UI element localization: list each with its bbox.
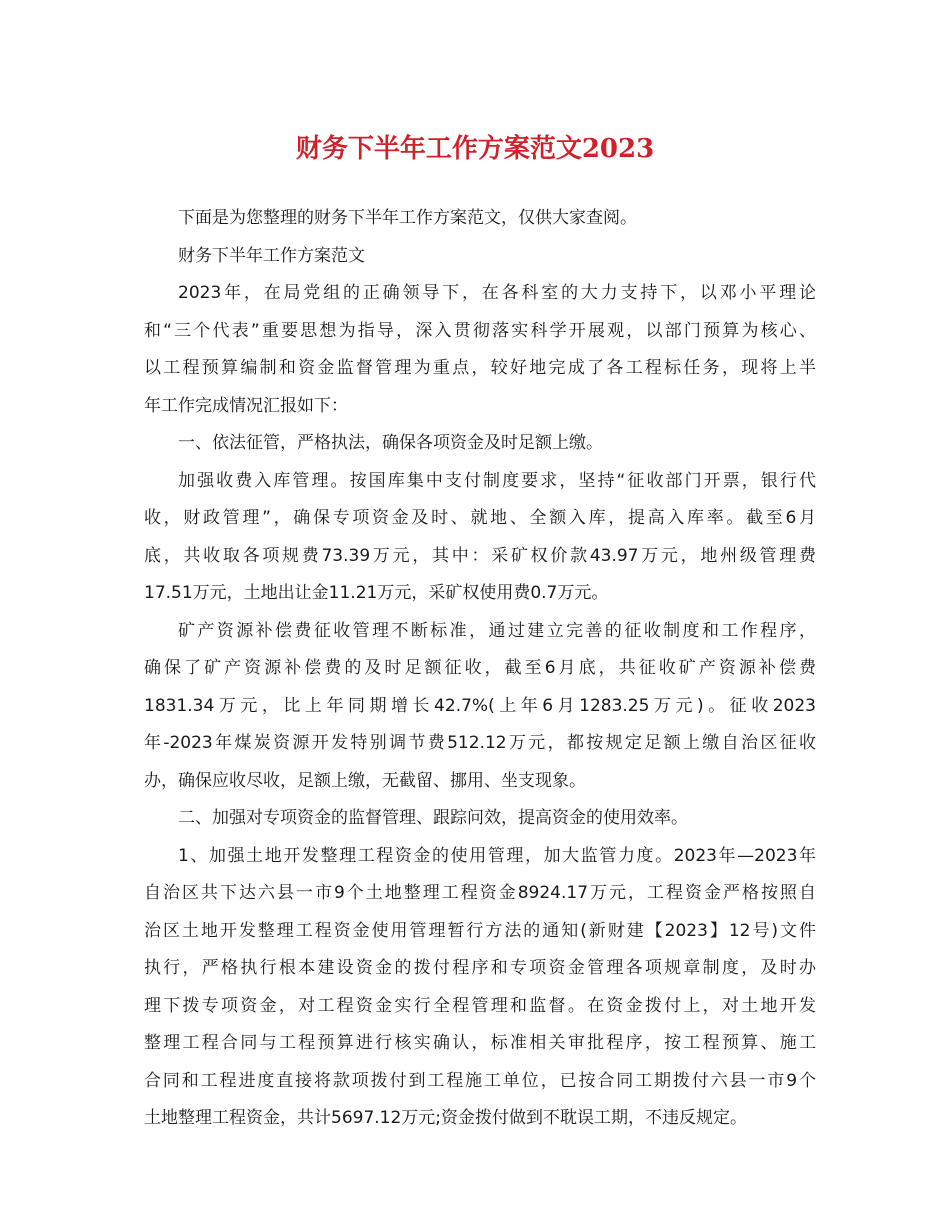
section-heading-2 [144,800,816,838]
text-line: 下面是为您整理的财务下半年工作方案范文，仅供大家查阅。 [178,208,637,228]
paragraph-mineral-compensation [144,613,816,801]
text-line: 执行，严格执行根本建设资金的拨付程序和专项资金管理各项规章制度，及时办 [144,958,816,978]
text-line: 以工程预算编制和资金监督管理为重点，较好地完成了各工程标任务，现将上半 [144,358,816,378]
text-line: 整理工程合同与工程预算进行核实确认，标准相关审批程序，按工程预算、施工 [144,1033,816,1053]
paragraph-fee-collection [144,463,816,613]
text-line: 理下拨专项资金，对工程资金实行全程管理和监督。在资金拨付上，对土地开发 [144,995,816,1016]
text-line: 2023年，在局党组的正确领导下，在各科室的大力支持下，以邓小平理论 [178,283,816,303]
text-line: 底，共收取各项规费73.39万元，其中：采矿权价款43.97万元，地州级管理费 [144,545,816,566]
text-line: 二、加强对专项资金的监督管理、跟踪问效，提高资金的使用效率。 [178,808,688,828]
text-line: 治区土地开发整理工程资金使用管理暂行方法的通知(新财建【2023】12号)文件 [144,920,816,941]
text-line: 收，财政管理”，确保专项资金及时、就地、全额入库，提高入库率。截至6月 [144,508,816,528]
paragraph-land-funds [144,838,816,1138]
text-line: 和“三个代表”重要思想为指导，深入贯彻落实科学开展观，以部门预算为核心、 [144,320,816,341]
text-line: 合同和工程进度直接将款项拨付到工程施工单位，已按合同工期拨付六县一市9个 [144,1070,816,1091]
text-line: 自治区共下达六县一市9个土地整理工程资金8924.17万元，工程资金严格按照自 [144,883,816,903]
paragraph-subtitle [144,238,816,276]
document-body [144,200,816,1138]
text-line: 办，确保应收尽收，足额上缴，无截留、挪用、坐支现象。 [144,770,586,791]
text-line: 1831.34万元，比上年同期增长42.7%(上年6月1283.25万元)。征收2023 [144,695,816,716]
document-title: 财务下半年工作方案范文2023 [295,134,655,164]
text-line: 土地整理工程资金，共计5697.12万元;资金拨付做到不耽误工期，不违反规定。 [144,1108,748,1128]
text-line: 年-2023年煤炭资源开发特别调节费512.12万元，都按规定足额上缴自治区征收 [144,733,816,753]
paragraph-overview [144,275,816,425]
text-line: 加强收费入库管理。按国库集中支付制度要求，坚持“征收部门开票，银行代 [178,470,816,491]
paragraph-intro [144,200,816,238]
text-line: 确保了矿产资源补偿费的及时足额征收，截至6月底，共征收矿产资源补偿费 [144,658,816,678]
text-line: 17.51万元，土地出让金11.21万元，采矿权使用费0.7万元。 [144,583,609,603]
text-line: 一、依法征管，严格执法，确保各项资金及时足额上缴。 [178,433,603,453]
text-line: 矿产资源补偿费征收管理不断标准，通过建立完善的征收制度和工作程序， [178,620,816,641]
section-heading-1 [144,425,816,463]
text-line: 财务下半年工作方案范文 [178,245,365,266]
text-line: 年工作完成情况汇报如下： [144,395,348,416]
text-line: 1、加强土地开发整理工程资金的使用管理，加大监管力度。2023年—2023年 [178,845,816,866]
